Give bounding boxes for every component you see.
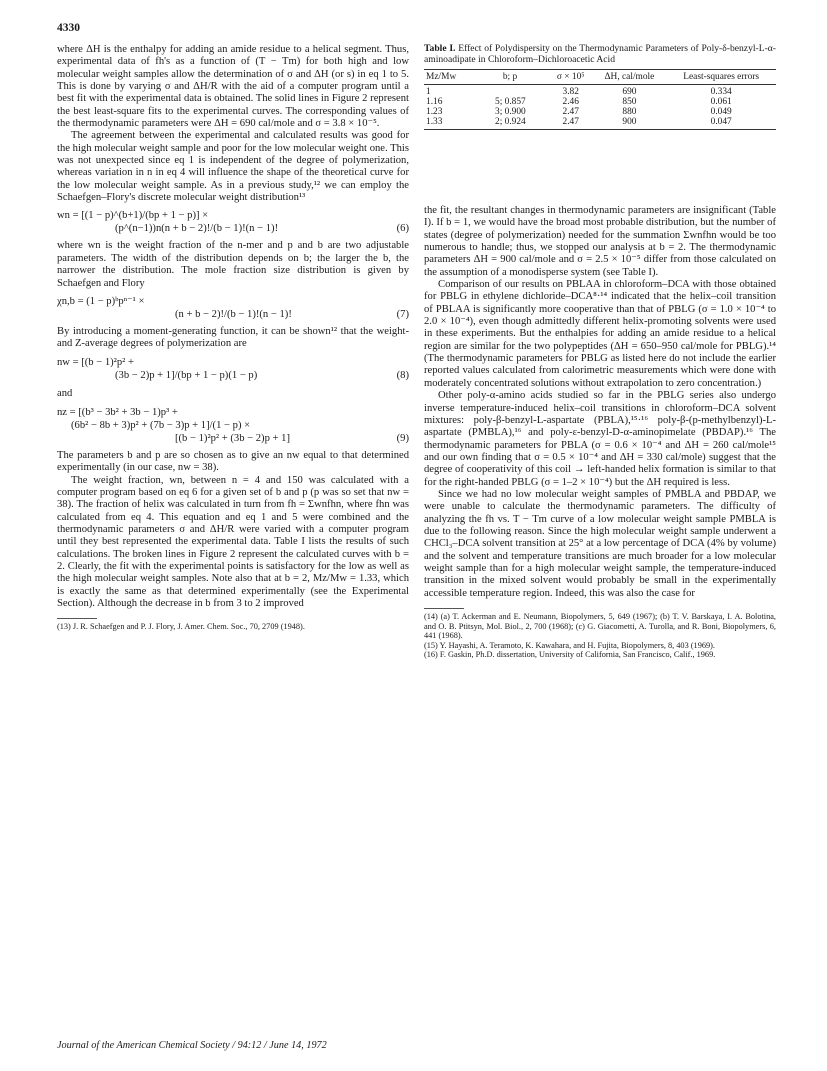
table-cell: 900 [592,117,666,130]
equation-7 [57,295,409,321]
table-header-row [424,70,776,85]
paragraph: The agreement between the experimental and calculated results was good for the high molecular weight sample and poor for the low molecular weight one. This was not unexpected since eq 1 is independent of the degree of polymerization, whereas variation in n in eq 4 will influence the shape of the theoretical curve for the low molecular weight sample. As in a previous study,¹² we can employ the Schaefgen–Flory's discrete molecular weight distribution¹³ [57,130,409,204]
equation-number: (9) [396,432,409,444]
table-cell: 0.049 [710,107,732,118]
equation-number: (6) [396,223,409,235]
table-cell: 5; 0.857 [495,97,526,108]
paragraph: The parameters b and p are so chosen as to give an nw equal to that determined experimentally (in our case, nw = 38). [57,449,409,474]
footnote-divider [424,608,464,609]
right-column [424,205,776,660]
paragraph: where wn is the weight fraction of the n-mer and p and b are two adjustable parameters. The width of the distribution depends on b; the larger the b, the narrower the distribution. The mole fraction size distribution is given by Schaefgen and Flory [57,240,409,289]
equation-line: nz = [(b³ − 3b² + 3b − 1)p³ + [57,406,178,418]
page-number: 4330 [57,22,80,34]
table-row [424,107,776,117]
table-cell: 850 [622,97,637,108]
table-1 [424,44,776,130]
footnote: (14) (a) T. Ackerman and E. Neumann, Biopolymers, 5, 649 (1967); (b) T. V. Barskaya, I. A. Bolotina, and O. B. Ptitsyn, Mol. Biol., 2, 700 (1968); (c) G. Giacometti, A. Turolla, and R. Boni, Biopolymers, 6, 441 (1968). [424,612,776,641]
table-cell: 1.23 [426,107,443,118]
equation-6 [57,209,409,235]
paragraph: Since we had no low molecular weight samples of PMBLA and PBDAP, we were unable to calculate the thermodynamic parameters. The difficulty of analyzing the fh vs. T − Tm curve of a low molecular weight sample PMBLA is due to the following reason. Since the high molecular weight sample underwent a CHCl₃–DCA solvent transition at 25° at a low percentage of DCA (4% by volume) and the solvent and temperature transitions are much broader for a low molecular weight sample than for a high molecular weight sample, the temperature-induced transition in the mixed solvent would probably be small in the experimentally accessible temperature region. Indeed, this was also the case for [424,488,776,599]
equation-number: (8) [396,369,409,381]
left-column [57,44,409,632]
table-row [424,85,776,98]
connector-text: and [57,387,73,399]
table-caption-label: Table I. [424,43,456,54]
table-cell: 0.047 [666,117,776,130]
table-caption-text: Effect of Polydispersity on the Thermodynamic Parameters of Poly-δ-benzyl-L-α-aminoadipate in Chloroform–Dichloroacetic Acid [424,43,776,65]
footnote-divider [57,618,97,619]
column-header: Mz/Mw [424,70,471,85]
table-caption [424,44,776,65]
column-header: ΔH, cal/mole [592,70,666,85]
table-cell: 0.061 [710,97,732,108]
column-header: σ × 10⁵ [549,70,593,85]
equation-line: (n + b − 2)!/(b − 1)!(n − 1)! [175,308,292,320]
paragraph: the fit, the resultant changes in thermodynamic parameters are insignificant (Table I). If b = 1, we would have the broad most probable distribution, but the number of states (degree of polymerization) needed for the summation Σwnfhn would be too numerous to handle; thus, we stopped our analysis at b = 2. The thermodynamic parameters ΔH = 900 cal/mole and σ = 2.5 × 10⁻⁵ differ from those calculated on the assumption of a monodisperse system (see Table I). [424,205,776,278]
data-table [424,69,776,130]
table-cell: 2.47 [562,107,579,118]
table-cell: 880 [622,107,637,118]
paragraph: The weight fraction, wn, between n = 4 and 150 was calculated with a computer program based on eq 6 for a given set of b and p (p was so set that nw = 38). The fraction of helix was calculated in turn from fh = Σwnfhn, where fhn was calculated from eq 4. This equation and eq 1 and 5 were combined and the thermodynamic parameters σ and ΔH/R were varied with a computer program until they best represented the experimental data. Table I lists the results of such calculations. The broken lines in Figure 2 represent the calculated curves with b = 2. Clearly, the fit with the experimental points is satisfactory for the low as well as the high molecular weight samples. Note also that at b = 2, Mz/Mw = 1.33, which is exactly the same as that determined experimentally (see the Experimental Section). Although the decrease in b from 3 to 2 improved [57,474,409,609]
table-row [424,97,776,107]
equation-8 [57,356,409,382]
table-cell: 2.46 [562,97,579,108]
footnote: (15) Y. Hayashi, A. Teramoto, K. Kawahara, and H. Fujita, Biopolymers, 8, 403 (1969). [424,640,715,650]
equation-line: (p^(n−1))n(n + b − 2)!/(b − 1)!(n − 1)! [115,223,279,235]
table-cell: 1.33 [424,117,471,130]
column-header: Least-squares errors [666,70,776,85]
paragraph: where ΔH is the enthalpy for adding an amide residue to a helical segment. Thus, experimental data of fh's as a function of (T − Tm) for both high and low molecular weight samples allow the determination of σ and ΔH (or s) in eq 1 to 5. This is done by varying σ and ΔH/R with the aid of a computer program until a best fit with the experimental data is obtained. The solid lines in Figure 2 represent the best least-square fits to the experimental curves. The corresponding values of the thermodynamic parameters were ΔH = 690 cal/mole and σ = 3.8 × 10⁻⁵. [57,44,409,130]
table-cell: 3.82 [562,87,579,98]
footnote: (13) J. R. Schaefgen and P. J. Flory, J. Amer. Chem. Soc., 70, 2709 (1948). [57,622,305,632]
paragraph: Other poly-α-amino acids studied so far in the PBLG series also undergo inverse temperature-induced helix–coil transitions in chloroform–DCA solvent mixtures: poly-β-benzyl-L-aspartate (PBLA),¹⁵·¹⁶ poly-β-(p-methylbenzyl)-L-aspartate (PMBLA),¹⁶ and poly-ε-benzyl-D-α-aminopimelate (PBDAP).¹⁶ The thermodynamic parameters for PBLA (σ = 0.6 × 10⁻⁴ and ΔH = 260 cal/mole¹⁵ and our own finding that σ = 0.5 × 10⁻⁴ and ΔH = 330 cal/mole) suggest that the degree of cooperativity of this coil → left-handed helix formation is similar to that for the right-handed PBLG (σ = 1–2 × 10⁻⁴) but the ΔH required is less. [424,390,776,488]
paragraph: By introducing a moment-generating function, it can be shown¹² that the weight- and Z-average degrees of polymerization are [57,325,409,350]
equation-line: χn,b = (1 − p)ᵇpⁿ⁻¹ × [57,295,145,307]
table-cell [471,85,549,98]
equation-number: (7) [396,308,409,320]
equation-line: wn = [(1 − p)^(b+1)/(bp + 1 − p)] × [57,210,209,222]
equation-line: (3b − 2)p + 1]/(bp + 1 − p)(1 − p) [115,369,258,381]
table-cell: 1 [426,87,431,98]
equation-9 [57,406,409,445]
table-cell: 1.16 [426,97,443,108]
table-cell: 690 [622,87,637,98]
table-cell: 2; 0.924 [471,117,549,130]
table-cell: 2.47 [549,117,593,130]
footnote: (16) F. Gaskin, Ph.D. dissertation, University of California, San Francisco, Calif., 1969. [424,650,716,660]
table-row [424,117,776,130]
column-header: b; p [471,70,549,85]
equation-line: (6b² − 8b + 3)p² + (7b − 3)p + 1]/(1 − p) × [71,419,251,431]
table-cell: 3; 0.900 [495,107,526,118]
table-cell: 0.334 [710,87,732,98]
equation-line: [(b − 1)²p² + (3b − 2)p + 1] [175,432,290,444]
equation-line: nw = [(b − 1)²p² + [57,356,134,368]
paragraph: Comparison of our results on PBLAA in chloroform–DCA with those obtained for PBLG in ethylene dichloride–DCA⁸·¹⁴ indicated that the helix–coil transition of PBLAA is significantly more cooperative than that of PBLG (σ = 1.0 × 10⁻⁴ to 2.0 × 10⁻⁴), even though admittedly different helix-promoting solvents were used in these experiments. But the enthalpies for adding an amide residue to a helical region are similar for the two polypeptides (ΔH = 650–950 cal/mole for PBLG).¹⁴ (The thermodynamic parameters for PBLG as listed here do not include the earlier reported values calculated from calorimetric measurements which were done with moderately concentrated solutions without extrapolation to zero concentration.) [424,279,776,389]
journal-footer: Journal of the American Chemical Society / 94:12 / June 14, 1972 [57,1040,327,1051]
